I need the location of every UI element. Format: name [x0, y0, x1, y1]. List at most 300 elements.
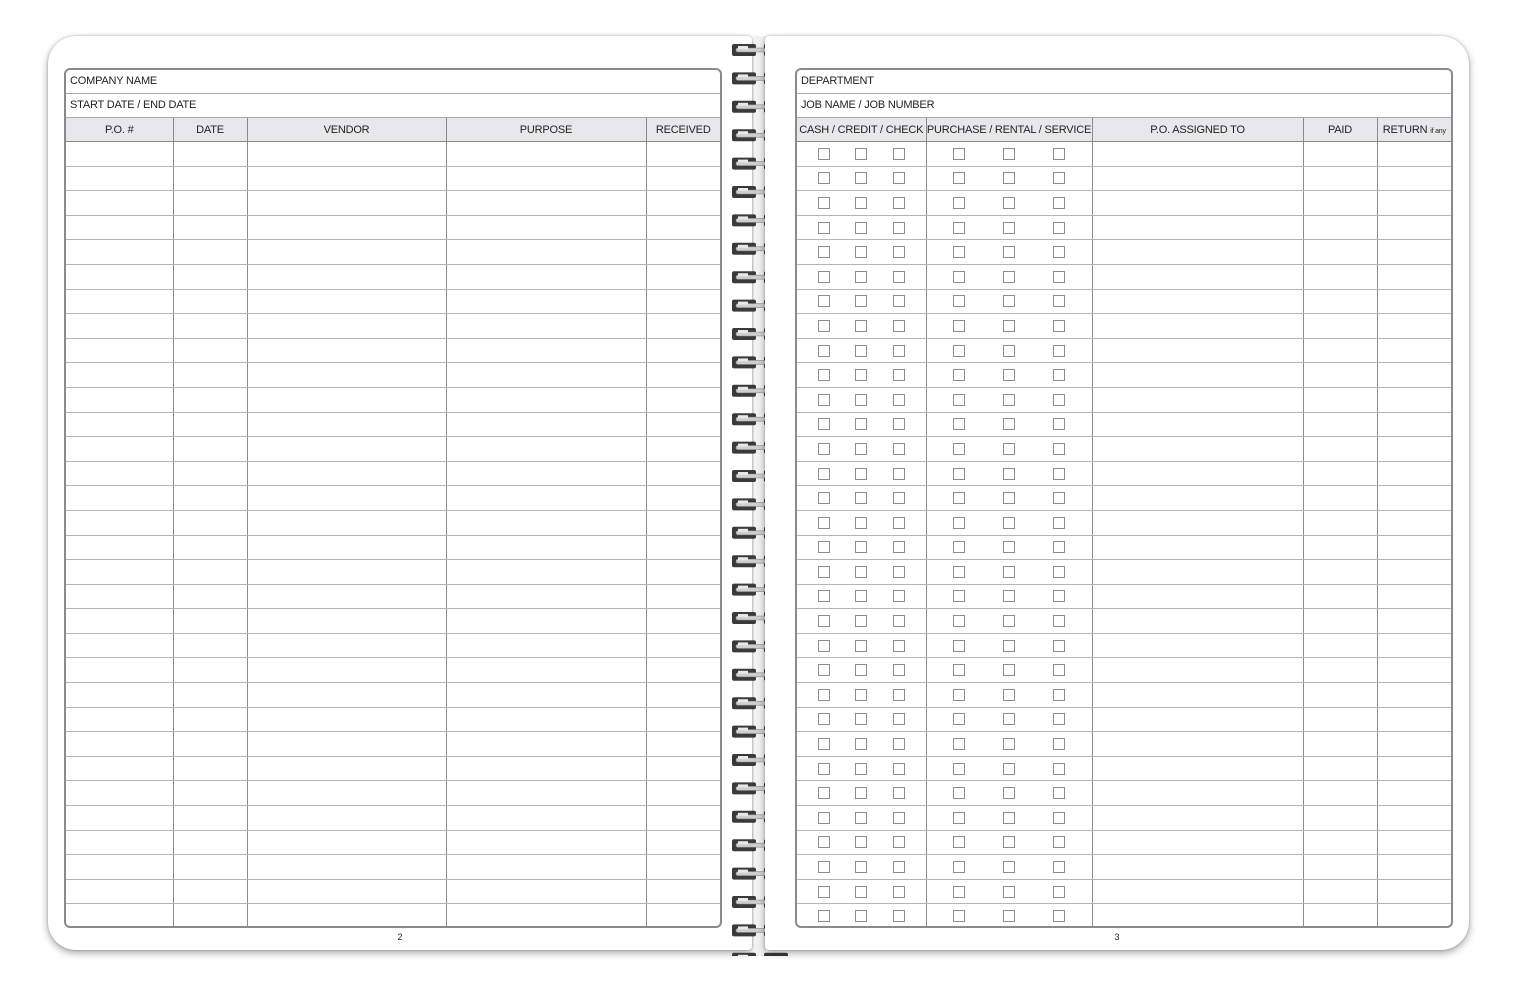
checkbox[interactable] [1003, 910, 1015, 922]
checkbox[interactable] [818, 664, 830, 676]
received-cell[interactable] [646, 486, 720, 511]
po-number-cell[interactable] [66, 289, 173, 314]
checkbox[interactable] [1053, 836, 1065, 848]
checkbox[interactable] [818, 271, 830, 283]
paid-cell[interactable] [1303, 609, 1377, 634]
po-assigned-to-cell[interactable] [1092, 879, 1303, 904]
po-number-cell[interactable] [66, 756, 173, 781]
paid-cell[interactable] [1303, 855, 1377, 880]
date-cell[interactable] [173, 264, 247, 289]
checkbox[interactable] [818, 812, 830, 824]
po-assigned-to-cell[interactable] [1092, 609, 1303, 634]
job-name-field[interactable]: JOB NAME / JOB NUMBER [797, 94, 1451, 118]
checkbox[interactable] [1003, 418, 1015, 430]
vendor-cell[interactable] [247, 609, 446, 634]
po-number-cell[interactable] [66, 191, 173, 216]
vendor-cell[interactable] [247, 461, 446, 486]
purpose-cell[interactable] [446, 166, 646, 191]
date-cell[interactable] [173, 461, 247, 486]
checkbox[interactable] [1053, 763, 1065, 775]
checkbox[interactable] [893, 222, 905, 234]
po-assigned-to-cell[interactable] [1092, 732, 1303, 757]
received-cell[interactable] [646, 732, 720, 757]
purpose-cell[interactable] [446, 756, 646, 781]
checkbox[interactable] [953, 763, 965, 775]
vendor-cell[interactable] [247, 191, 446, 216]
purpose-cell[interactable] [446, 904, 646, 928]
received-cell[interactable] [646, 363, 720, 388]
checkbox[interactable] [855, 861, 867, 873]
checkbox[interactable] [1003, 468, 1015, 480]
date-cell[interactable] [173, 609, 247, 634]
checkbox[interactable] [855, 541, 867, 553]
checkbox[interactable] [1003, 172, 1015, 184]
return-cell[interactable] [1377, 412, 1451, 437]
return-cell[interactable] [1377, 707, 1451, 732]
checkbox[interactable] [1053, 148, 1065, 160]
checkbox[interactable] [818, 886, 830, 898]
vendor-cell[interactable] [247, 314, 446, 339]
po-number-cell[interactable] [66, 633, 173, 658]
received-cell[interactable] [646, 191, 720, 216]
checkbox[interactable] [953, 664, 965, 676]
checkbox[interactable] [1003, 320, 1015, 332]
return-cell[interactable] [1377, 732, 1451, 757]
po-assigned-to-cell[interactable] [1092, 215, 1303, 240]
company-name-field[interactable]: COMPANY NAME [66, 70, 720, 94]
po-number-cell[interactable] [66, 584, 173, 609]
purpose-cell[interactable] [446, 289, 646, 314]
checkbox[interactable] [893, 148, 905, 160]
checkbox[interactable] [818, 295, 830, 307]
return-cell[interactable] [1377, 510, 1451, 535]
po-assigned-to-cell[interactable] [1092, 314, 1303, 339]
purpose-cell[interactable] [446, 387, 646, 412]
paid-cell[interactable] [1303, 584, 1377, 609]
checkbox[interactable] [818, 763, 830, 775]
checkbox[interactable] [953, 246, 965, 258]
paid-cell[interactable] [1303, 510, 1377, 535]
po-number-cell[interactable] [66, 437, 173, 462]
checkbox[interactable] [953, 738, 965, 750]
checkbox[interactable] [855, 787, 867, 799]
return-cell[interactable] [1377, 191, 1451, 216]
date-cell[interactable] [173, 166, 247, 191]
checkbox[interactable] [855, 664, 867, 676]
checkbox[interactable] [893, 664, 905, 676]
return-cell[interactable] [1377, 830, 1451, 855]
paid-cell[interactable] [1303, 707, 1377, 732]
checkbox[interactable] [1053, 566, 1065, 578]
checkbox[interactable] [1053, 689, 1065, 701]
checkbox[interactable] [855, 172, 867, 184]
return-cell[interactable] [1377, 584, 1451, 609]
purpose-cell[interactable] [446, 461, 646, 486]
return-cell[interactable] [1377, 437, 1451, 462]
vendor-cell[interactable] [247, 166, 446, 191]
date-cell[interactable] [173, 215, 247, 240]
return-cell[interactable] [1377, 240, 1451, 265]
received-cell[interactable] [646, 314, 720, 339]
date-cell[interactable] [173, 510, 247, 535]
purpose-cell[interactable] [446, 560, 646, 585]
date-cell[interactable] [173, 486, 247, 511]
checkbox[interactable] [953, 541, 965, 553]
paid-cell[interactable] [1303, 437, 1377, 462]
checkbox[interactable] [953, 590, 965, 602]
po-number-cell[interactable] [66, 683, 173, 708]
po-number-cell[interactable] [66, 904, 173, 928]
paid-cell[interactable] [1303, 486, 1377, 511]
checkbox[interactable] [953, 689, 965, 701]
checkbox[interactable] [818, 566, 830, 578]
received-cell[interactable] [646, 707, 720, 732]
purpose-cell[interactable] [446, 314, 646, 339]
checkbox[interactable] [953, 418, 965, 430]
paid-cell[interactable] [1303, 904, 1377, 928]
checkbox[interactable] [855, 222, 867, 234]
date-cell[interactable] [173, 732, 247, 757]
date-cell[interactable] [173, 683, 247, 708]
checkbox[interactable] [855, 615, 867, 627]
return-cell[interactable] [1377, 142, 1451, 167]
paid-cell[interactable] [1303, 806, 1377, 831]
po-number-cell[interactable] [66, 535, 173, 560]
purpose-cell[interactable] [446, 830, 646, 855]
paid-cell[interactable] [1303, 658, 1377, 683]
purpose-cell[interactable] [446, 658, 646, 683]
checkbox[interactable] [893, 369, 905, 381]
return-cell[interactable] [1377, 633, 1451, 658]
checkbox[interactable] [1053, 615, 1065, 627]
date-range-field[interactable]: START DATE / END DATE [66, 94, 720, 118]
checkbox[interactable] [818, 738, 830, 750]
po-assigned-to-cell[interactable] [1092, 683, 1303, 708]
checkbox[interactable] [1003, 566, 1015, 578]
return-cell[interactable] [1377, 461, 1451, 486]
checkbox[interactable] [818, 197, 830, 209]
received-cell[interactable] [646, 584, 720, 609]
department-field[interactable]: DEPARTMENT [797, 70, 1451, 94]
checkbox[interactable] [953, 345, 965, 357]
return-cell[interactable] [1377, 879, 1451, 904]
return-cell[interactable] [1377, 486, 1451, 511]
checkbox[interactable] [1003, 886, 1015, 898]
checkbox[interactable] [1053, 394, 1065, 406]
checkbox[interactable] [1003, 271, 1015, 283]
paid-cell[interactable] [1303, 142, 1377, 167]
checkbox[interactable] [953, 172, 965, 184]
paid-cell[interactable] [1303, 215, 1377, 240]
date-cell[interactable] [173, 240, 247, 265]
checkbox[interactable] [855, 197, 867, 209]
date-cell[interactable] [173, 314, 247, 339]
vendor-cell[interactable] [247, 338, 446, 363]
checkbox[interactable] [818, 246, 830, 258]
vendor-cell[interactable] [247, 879, 446, 904]
checkbox[interactable] [893, 418, 905, 430]
po-number-cell[interactable] [66, 142, 173, 167]
return-cell[interactable] [1377, 264, 1451, 289]
po-assigned-to-cell[interactable] [1092, 461, 1303, 486]
checkbox[interactable] [1053, 590, 1065, 602]
checkbox[interactable] [855, 836, 867, 848]
checkbox[interactable] [1003, 787, 1015, 799]
checkbox[interactable] [1053, 197, 1065, 209]
purpose-cell[interactable] [446, 363, 646, 388]
checkbox[interactable] [953, 443, 965, 455]
checkbox[interactable] [1053, 664, 1065, 676]
checkbox[interactable] [1003, 443, 1015, 455]
checkbox[interactable] [893, 787, 905, 799]
checkbox[interactable] [1053, 492, 1065, 504]
checkbox[interactable] [1053, 443, 1065, 455]
po-assigned-to-cell[interactable] [1092, 486, 1303, 511]
date-cell[interactable] [173, 707, 247, 732]
checkbox[interactable] [953, 197, 965, 209]
checkbox[interactable] [953, 222, 965, 234]
checkbox[interactable] [855, 271, 867, 283]
po-number-cell[interactable] [66, 658, 173, 683]
received-cell[interactable] [646, 338, 720, 363]
checkbox[interactable] [1003, 148, 1015, 160]
date-cell[interactable] [173, 437, 247, 462]
checkbox[interactable] [818, 689, 830, 701]
checkbox[interactable] [953, 640, 965, 652]
checkbox[interactable] [1053, 345, 1065, 357]
purpose-cell[interactable] [446, 855, 646, 880]
received-cell[interactable] [646, 142, 720, 167]
checkbox[interactable] [893, 910, 905, 922]
vendor-cell[interactable] [247, 904, 446, 928]
checkbox[interactable] [855, 492, 867, 504]
date-cell[interactable] [173, 560, 247, 585]
purpose-cell[interactable] [446, 732, 646, 757]
checkbox[interactable] [953, 320, 965, 332]
purpose-cell[interactable] [446, 486, 646, 511]
date-cell[interactable] [173, 142, 247, 167]
received-cell[interactable] [646, 215, 720, 240]
checkbox[interactable] [855, 517, 867, 529]
po-assigned-to-cell[interactable] [1092, 166, 1303, 191]
return-cell[interactable] [1377, 683, 1451, 708]
checkbox[interactable] [818, 418, 830, 430]
checkbox[interactable] [1003, 394, 1015, 406]
po-assigned-to-cell[interactable] [1092, 707, 1303, 732]
received-cell[interactable] [646, 461, 720, 486]
return-cell[interactable] [1377, 215, 1451, 240]
po-assigned-to-cell[interactable] [1092, 560, 1303, 585]
return-cell[interactable] [1377, 535, 1451, 560]
paid-cell[interactable] [1303, 461, 1377, 486]
checkbox[interactable] [893, 861, 905, 873]
date-cell[interactable] [173, 658, 247, 683]
date-cell[interactable] [173, 879, 247, 904]
purpose-cell[interactable] [446, 191, 646, 216]
checkbox[interactable] [893, 615, 905, 627]
po-assigned-to-cell[interactable] [1092, 191, 1303, 216]
purpose-cell[interactable] [446, 879, 646, 904]
vendor-cell[interactable] [247, 584, 446, 609]
checkbox[interactable] [1053, 172, 1065, 184]
date-cell[interactable] [173, 830, 247, 855]
checkbox[interactable] [953, 566, 965, 578]
checkbox[interactable] [893, 468, 905, 480]
po-assigned-to-cell[interactable] [1092, 756, 1303, 781]
checkbox[interactable] [953, 836, 965, 848]
date-cell[interactable] [173, 855, 247, 880]
po-assigned-to-cell[interactable] [1092, 412, 1303, 437]
date-cell[interactable] [173, 289, 247, 314]
checkbox[interactable] [855, 738, 867, 750]
date-cell[interactable] [173, 756, 247, 781]
paid-cell[interactable] [1303, 732, 1377, 757]
vendor-cell[interactable] [247, 215, 446, 240]
checkbox[interactable] [953, 910, 965, 922]
po-number-cell[interactable] [66, 707, 173, 732]
checkbox[interactable] [1003, 369, 1015, 381]
paid-cell[interactable] [1303, 338, 1377, 363]
checkbox[interactable] [1053, 517, 1065, 529]
checkbox[interactable] [1053, 861, 1065, 873]
purpose-cell[interactable] [446, 142, 646, 167]
checkbox[interactable] [855, 886, 867, 898]
checkbox[interactable] [953, 615, 965, 627]
checkbox[interactable] [953, 713, 965, 725]
po-assigned-to-cell[interactable] [1092, 338, 1303, 363]
checkbox[interactable] [1053, 640, 1065, 652]
po-assigned-to-cell[interactable] [1092, 658, 1303, 683]
received-cell[interactable] [646, 879, 720, 904]
checkbox[interactable] [1053, 271, 1065, 283]
vendor-cell[interactable] [247, 756, 446, 781]
checkbox[interactable] [1053, 787, 1065, 799]
po-number-cell[interactable] [66, 338, 173, 363]
date-cell[interactable] [173, 806, 247, 831]
checkbox[interactable] [855, 369, 867, 381]
checkbox[interactable] [855, 148, 867, 160]
paid-cell[interactable] [1303, 633, 1377, 658]
received-cell[interactable] [646, 904, 720, 928]
checkbox[interactable] [818, 836, 830, 848]
paid-cell[interactable] [1303, 412, 1377, 437]
checkbox[interactable] [855, 689, 867, 701]
checkbox[interactable] [818, 517, 830, 529]
received-cell[interactable] [646, 535, 720, 560]
checkbox[interactable] [1003, 615, 1015, 627]
checkbox[interactable] [818, 492, 830, 504]
checkbox[interactable] [893, 197, 905, 209]
paid-cell[interactable] [1303, 535, 1377, 560]
received-cell[interactable] [646, 658, 720, 683]
po-number-cell[interactable] [66, 363, 173, 388]
checkbox[interactable] [893, 394, 905, 406]
checkbox[interactable] [893, 738, 905, 750]
paid-cell[interactable] [1303, 830, 1377, 855]
checkbox[interactable] [1053, 713, 1065, 725]
return-cell[interactable] [1377, 904, 1451, 928]
vendor-cell[interactable] [247, 658, 446, 683]
paid-cell[interactable] [1303, 387, 1377, 412]
paid-cell[interactable] [1303, 191, 1377, 216]
checkbox[interactable] [855, 320, 867, 332]
checkbox[interactable] [818, 640, 830, 652]
checkbox[interactable] [1003, 689, 1015, 701]
paid-cell[interactable] [1303, 314, 1377, 339]
paid-cell[interactable] [1303, 166, 1377, 191]
received-cell[interactable] [646, 387, 720, 412]
checkbox[interactable] [1003, 197, 1015, 209]
checkbox[interactable] [953, 148, 965, 160]
checkbox[interactable] [893, 836, 905, 848]
checkbox[interactable] [893, 763, 905, 775]
return-cell[interactable] [1377, 781, 1451, 806]
po-assigned-to-cell[interactable] [1092, 830, 1303, 855]
po-assigned-to-cell[interactable] [1092, 806, 1303, 831]
po-assigned-to-cell[interactable] [1092, 584, 1303, 609]
checkbox[interactable] [855, 246, 867, 258]
checkbox[interactable] [953, 812, 965, 824]
checkbox[interactable] [1003, 541, 1015, 553]
po-assigned-to-cell[interactable] [1092, 289, 1303, 314]
po-assigned-to-cell[interactable] [1092, 904, 1303, 928]
return-cell[interactable] [1377, 338, 1451, 363]
paid-cell[interactable] [1303, 879, 1377, 904]
received-cell[interactable] [646, 264, 720, 289]
checkbox[interactable] [818, 787, 830, 799]
return-cell[interactable] [1377, 166, 1451, 191]
checkbox[interactable] [1003, 861, 1015, 873]
checkbox[interactable] [1003, 812, 1015, 824]
checkbox[interactable] [953, 787, 965, 799]
checkbox[interactable] [953, 886, 965, 898]
checkbox[interactable] [818, 443, 830, 455]
checkbox[interactable] [893, 295, 905, 307]
po-assigned-to-cell[interactable] [1092, 437, 1303, 462]
checkbox[interactable] [893, 812, 905, 824]
checkbox[interactable] [855, 468, 867, 480]
checkbox[interactable] [855, 590, 867, 602]
received-cell[interactable] [646, 437, 720, 462]
checkbox[interactable] [893, 886, 905, 898]
checkbox[interactable] [855, 640, 867, 652]
received-cell[interactable] [646, 633, 720, 658]
purpose-cell[interactable] [446, 609, 646, 634]
checkbox[interactable] [953, 394, 965, 406]
checkbox[interactable] [1053, 369, 1065, 381]
received-cell[interactable] [646, 855, 720, 880]
po-assigned-to-cell[interactable] [1092, 535, 1303, 560]
purpose-cell[interactable] [446, 510, 646, 535]
checkbox[interactable] [1003, 640, 1015, 652]
checkbox[interactable] [1003, 222, 1015, 234]
po-assigned-to-cell[interactable] [1092, 264, 1303, 289]
checkbox[interactable] [818, 320, 830, 332]
checkbox[interactable] [1003, 517, 1015, 529]
checkbox[interactable] [1053, 468, 1065, 480]
purpose-cell[interactable] [446, 707, 646, 732]
vendor-cell[interactable] [247, 830, 446, 855]
checkbox[interactable] [893, 713, 905, 725]
checkbox[interactable] [1053, 886, 1065, 898]
received-cell[interactable] [646, 756, 720, 781]
checkbox[interactable] [818, 541, 830, 553]
checkbox[interactable] [893, 541, 905, 553]
checkbox[interactable] [1053, 246, 1065, 258]
checkbox[interactable] [953, 369, 965, 381]
checkbox[interactable] [1003, 664, 1015, 676]
vendor-cell[interactable] [247, 289, 446, 314]
